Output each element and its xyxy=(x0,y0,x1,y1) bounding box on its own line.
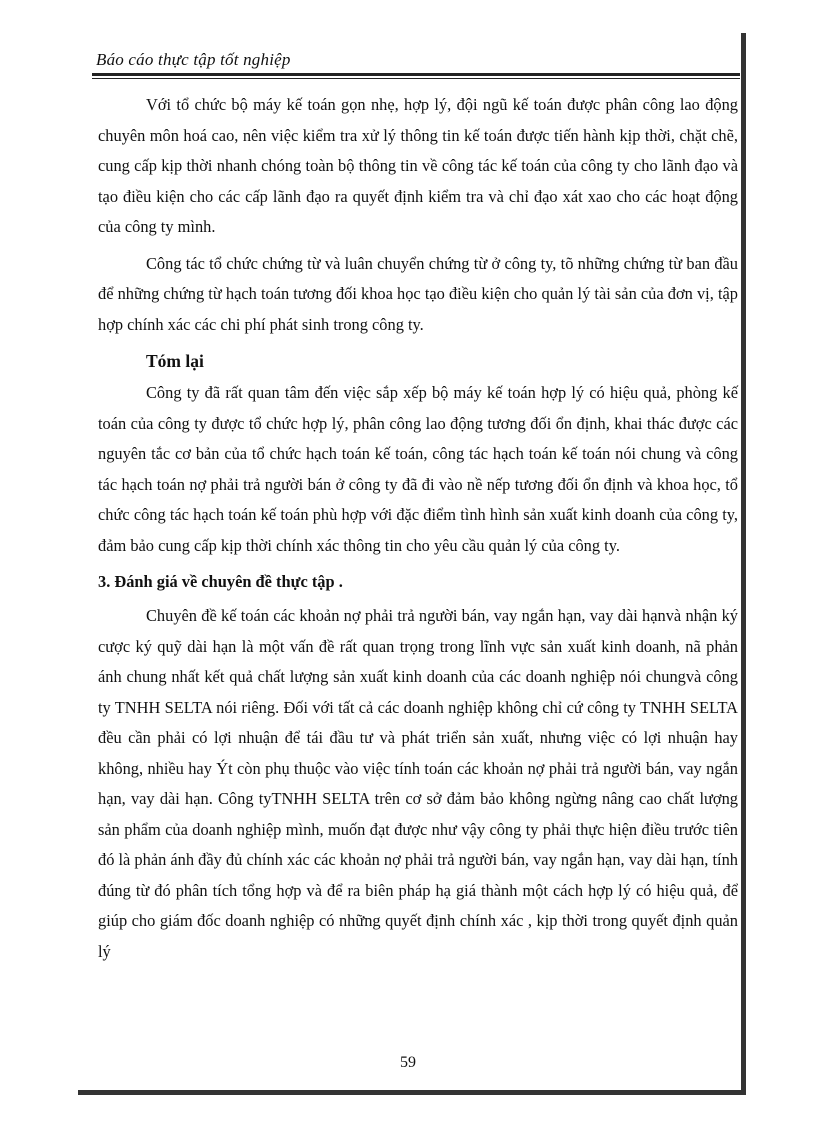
body-paragraph: Với tổ chức bộ máy kế toán gọn nhẹ, hợp lý, đội ngũ kế toán được phân công lao động chuyên môn hoá cao, nên việc kiểm tra xử lý thông tin kế toán được tiến hành kịp thời, chặt chẽ, cung cấp kịp thời nhanh chóng toàn bộ thông tin về công tác kế toán của công ty cho lãnh đạo và tạo điều kiện cho các cấp lãnh đạo ra quyết định kiểm tra và chỉ đạo xát xao cho các hoạt động của công ty mình. xyxy=(98,95,738,236)
summary-heading: Tóm lại xyxy=(146,351,204,371)
header-rule-thin xyxy=(92,78,740,79)
header-rule-thick xyxy=(92,73,740,76)
section-paragraph: Chuyên đề kế toán các khoản nợ phải trả người bán, vay ngắn hạn, vay dài hạnvà nhận ký cược ký quỹ dài hạn là một vấn đề rất quan trọng trong lĩnh vực sản xuất kinh doanh, nã phản ánh chung nhất kết quả chất lượng sản xuất kinh doanh của các doanh nghiệp nói chungvà công ty TNHH SELTA nói riêng. Đối với tất cả các doanh nghiệp không chỉ cứ công ty TNHH SELTA đều cần phải có lợi nhuận để tái đầu tư và phát triển sản xuất, nhưng việc có lợi nhuận hay không, nhiều hay Ýt còn phụ thuộc vào việc tính toán các khoản nợ phải trả người bán, vay ngắn hạn, vay dài hạn. Công tyTNHH SELTA trên cơ sở đảm bảo không ngừng nâng cao chất lượng sản phẩm của doanh nghiệp mình, muốn đạt được như vậy công ty phải thực hiện điều trước tiên đó là phản ánh đầy đủ chính xác các khoản nợ phải trả người bán, vay ngắn hạn, vay dài hạn, tính đúng từ đó phân tích tổng hợp và để ra biên pháp hạ giá thành một cách hợp lý có hiệu quả, để giúp cho giám đốc doanh nghiệp có những quyết định chính xác , kịp thời trong quyết định quản lý xyxy=(98,606,738,961)
body-paragraph: Công tác tổ chức chứng từ và luân chuyển chứng từ ở công ty, tõ những chứng từ ban đầu để những chứng từ hạch toán tương đối khoa học tạo điều kiện cho quản lý tài sản của đơn vị, tập hợp chính xác các chi phí phát sinh trong công ty. xyxy=(98,253,738,334)
page-number: 59 xyxy=(400,1054,416,1071)
running-header: Báo cáo thực tập tốt nghiệp xyxy=(96,50,291,69)
document-body xyxy=(98,90,738,973)
summary-paragraph: Công ty đã rất quan tâm đến việc sắp xếp bộ máy kế toán hợp lý có hiệu quả, phòng kế toán của công ty được tổ chức hợp lý, phân công lao động tương đối ổn định, khai thác được các nguyên tắc cơ bản của tổ chức hạch toán kế toán, công tác hạch toán kế toán nói chung và công tác hạch toán nợ phải trả người bán ở công ty đã đi vào nề nếp tương đối ổn định và khoa học, tổ chức công tác hạch toán kế toán phù hợp với đặc điểm tình hình sản xuất kinh doanh của công ty, đảm bảo cung cấp kịp thời chính xác thông tin cho yêu cầu quản lý của công ty. xyxy=(98,383,738,555)
section-heading: 3. Đánh giá về chuyên đề thực tập . xyxy=(98,572,343,591)
